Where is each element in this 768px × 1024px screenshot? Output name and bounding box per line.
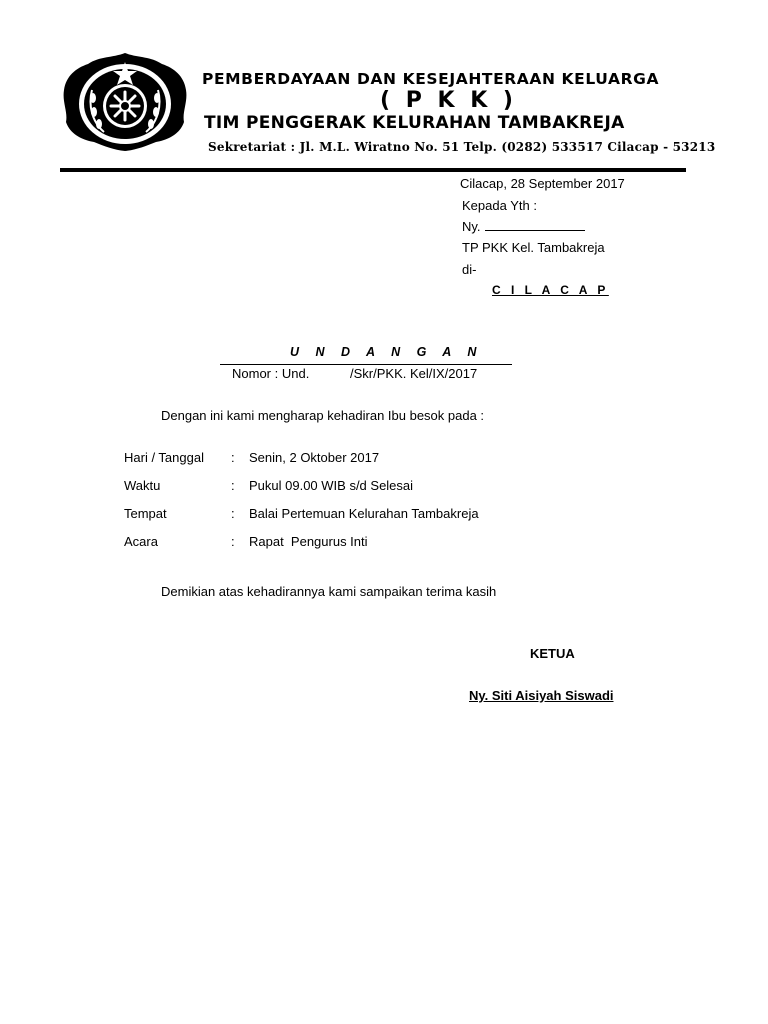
letterhead-acronym: ( P K K )	[380, 88, 517, 113]
detail-value-event: Rapat Pengurus Inti	[249, 534, 368, 549]
detail-label-event: Acara	[124, 534, 158, 549]
recipient-name-line	[462, 219, 585, 234]
detail-value-place: Balai Pertemuan Kelurahan Tambakreja	[249, 506, 479, 521]
signature-name: Ny. Siti Aisiyah Siswadi	[469, 688, 614, 703]
recipient-name-prefix: Ny.	[462, 219, 481, 234]
detail-label-place: Tempat	[124, 506, 167, 521]
detail-separator: :	[231, 450, 235, 465]
pkk-emblem-icon	[60, 50, 190, 154]
detail-value-date: Senin, 2 Oktober 2017	[249, 450, 380, 465]
letter-number-prefix: Nomor : Und.	[232, 366, 310, 381]
detail-separator: :	[231, 534, 235, 549]
letter-heading: U N D A N G A N	[290, 345, 483, 359]
signature-role: KETUA	[530, 646, 575, 661]
closing-sentence: Demikian atas kehadirannya kami sampaikan terima kasih	[161, 584, 497, 599]
letterhead-address: Sekretariat : Jl. M.L. Wiratno No. 51 Telp. (0282) 533517 Cilacap - 53213	[208, 140, 716, 154]
detail-value-time: Pukul 09.00 WIB s/d Selesai	[249, 478, 414, 493]
letterhead-divider	[60, 168, 686, 172]
heading-underline	[220, 364, 512, 365]
opening-sentence: Dengan ini kami mengharap kehadiran Ibu besok pada :	[161, 408, 485, 423]
detail-separator: :	[231, 506, 235, 521]
detail-label-date: Hari / Tanggal	[124, 450, 204, 465]
detail-label-time: Waktu	[124, 478, 161, 493]
place-date: Cilacap, 28 September 2017	[460, 176, 625, 191]
recipient-org: TP PKK Kel. Tambakreja	[462, 240, 605, 255]
recipient-name-blank	[485, 219, 585, 231]
letterhead-organization: PEMBERDAYAAN DAN KESEJAHTERAAN KELUARGA	[202, 70, 660, 88]
recipient-to: Kepada Yth :	[462, 198, 537, 213]
detail-separator: :	[231, 478, 235, 493]
letter-number-suffix: /Skr/PKK. Kel/IX/2017	[350, 366, 478, 381]
letterhead-team: TIM PENGGERAK KELURAHAN TAMBAKREJA	[204, 113, 625, 133]
recipient-city: C I L A C A P	[492, 283, 609, 297]
recipient-di: di-	[462, 262, 477, 277]
